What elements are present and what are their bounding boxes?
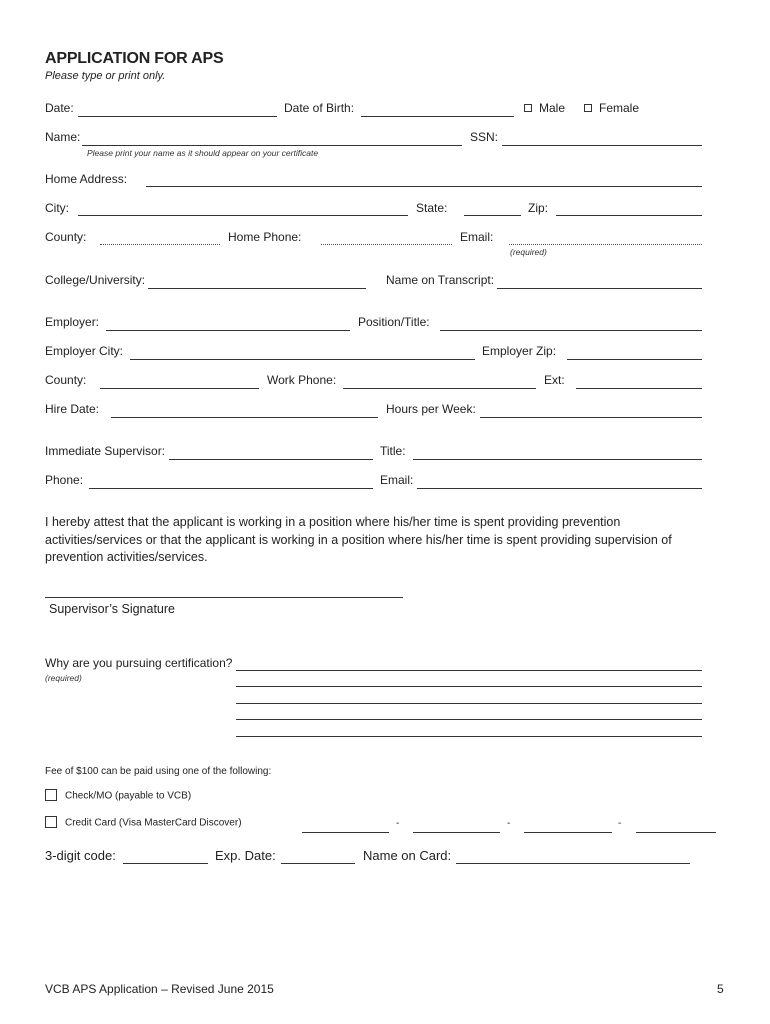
hours-per-week-field[interactable] bbox=[480, 417, 702, 418]
page-title: APPLICATION FOR APS bbox=[45, 50, 224, 67]
work-phone-field[interactable] bbox=[343, 388, 536, 389]
ssn-label: SSN: bbox=[470, 130, 499, 144]
dob-field[interactable] bbox=[361, 116, 514, 117]
supervisor-label: Immediate Supervisor: bbox=[45, 444, 166, 458]
email-label: Email: bbox=[460, 230, 494, 244]
position-title-field[interactable] bbox=[440, 330, 702, 331]
college-label: College/University: bbox=[45, 273, 146, 287]
supervisor-title-field[interactable] bbox=[413, 459, 702, 460]
female-option[interactable] bbox=[584, 101, 639, 115]
employer-field[interactable] bbox=[106, 330, 350, 331]
work-phone-label: Work Phone: bbox=[267, 373, 337, 387]
why-line-4[interactable] bbox=[236, 719, 702, 720]
email-field[interactable] bbox=[509, 244, 702, 245]
card-number-segment-4[interactable] bbox=[636, 832, 716, 833]
supervisor-field[interactable] bbox=[169, 459, 373, 460]
check-option[interactable] bbox=[45, 790, 191, 802]
email-required-note: (required) bbox=[510, 247, 547, 257]
employer-county-label: County: bbox=[45, 373, 87, 387]
card-number-segment-2[interactable] bbox=[413, 832, 500, 833]
why-label: Why are you pursuing certification? bbox=[45, 656, 233, 670]
city-field[interactable] bbox=[78, 215, 408, 216]
why-line-2[interactable] bbox=[236, 686, 702, 687]
card-code-field[interactable] bbox=[123, 863, 208, 864]
supervisor-phone-field[interactable] bbox=[89, 488, 373, 489]
check-option-label: Check/MO (payable to VCB) bbox=[65, 790, 192, 802]
supervisor-email-label: Email: bbox=[380, 473, 414, 487]
hire-date-field[interactable] bbox=[111, 417, 378, 418]
college-field[interactable] bbox=[148, 288, 366, 289]
position-title-label: Position/Title: bbox=[358, 315, 430, 329]
why-required-note: (required) bbox=[45, 673, 82, 683]
supervisor-title-label: Title: bbox=[380, 444, 406, 458]
city-label: City: bbox=[45, 201, 69, 215]
attestation-text: I hereby attest that the applicant is working in a position where his/her time is spent providing prevention activities/services or that the applicant is working in a position where his/her time is spent providing supervision of prevention activities/services. bbox=[45, 515, 672, 564]
name-label: Name: bbox=[45, 130, 81, 144]
card-number-segment-1[interactable] bbox=[302, 832, 389, 833]
female-label: Female bbox=[599, 101, 640, 115]
county-label: County: bbox=[45, 230, 87, 244]
card-option-label: Credit Card (Visa MasterCard Discover) bbox=[65, 817, 242, 829]
male-option[interactable] bbox=[524, 101, 565, 115]
transcript-name-label: Name on Transcript: bbox=[386, 273, 495, 287]
date-field[interactable] bbox=[78, 116, 277, 117]
state-label: State: bbox=[416, 201, 448, 215]
employer-city-field[interactable] bbox=[130, 359, 475, 360]
why-line-1[interactable] bbox=[236, 670, 702, 671]
card-option[interactable] bbox=[45, 817, 242, 829]
page-subtitle: Please type or print only. bbox=[45, 70, 166, 82]
ssn-field[interactable] bbox=[502, 145, 702, 146]
fee-text: Fee of $100 can be paid using one of the following: bbox=[45, 766, 272, 777]
exp-date-field[interactable] bbox=[281, 863, 355, 864]
zip-field[interactable] bbox=[556, 215, 702, 216]
date-label: Date: bbox=[45, 101, 74, 115]
signature-line[interactable] bbox=[45, 597, 403, 598]
ext-field[interactable] bbox=[576, 388, 702, 389]
dob-label: Date of Birth: bbox=[284, 101, 355, 115]
name-field[interactable] bbox=[82, 145, 462, 146]
card-dash-3: - bbox=[618, 818, 622, 829]
transcript-name-field[interactable] bbox=[497, 288, 702, 289]
why-line-3[interactable] bbox=[236, 703, 702, 704]
hours-per-week-label: Hours per Week: bbox=[386, 402, 476, 416]
home-phone-field[interactable] bbox=[321, 244, 452, 245]
footer-text: VCB APS Application – Revised June 2015 bbox=[45, 982, 274, 996]
employer-zip-label: Employer Zip: bbox=[482, 344, 557, 358]
state-field[interactable] bbox=[464, 215, 521, 216]
male-label: Male bbox=[539, 101, 566, 115]
employer-zip-field[interactable] bbox=[567, 359, 702, 360]
name-on-card-field[interactable] bbox=[456, 863, 690, 864]
female-checkbox[interactable] bbox=[584, 104, 592, 112]
card-checkbox[interactable] bbox=[45, 816, 57, 828]
hire-date-label: Hire Date: bbox=[45, 402, 100, 416]
supervisor-phone-label: Phone: bbox=[45, 473, 84, 487]
zip-label: Zip: bbox=[528, 201, 549, 215]
home-phone-label: Home Phone: bbox=[228, 230, 302, 244]
county-field[interactable] bbox=[100, 244, 220, 245]
ext-label: Ext: bbox=[544, 373, 565, 387]
signature-label: Supervisor’s Signature bbox=[49, 602, 175, 616]
check-checkbox[interactable] bbox=[45, 789, 57, 801]
home-address-field[interactable] bbox=[146, 186, 702, 187]
male-checkbox[interactable] bbox=[524, 104, 532, 112]
employer-label: Employer: bbox=[45, 315, 100, 329]
page-number: 5 bbox=[717, 982, 724, 996]
why-line-5[interactable] bbox=[236, 736, 702, 737]
employer-county-field[interactable] bbox=[100, 388, 259, 389]
card-number-segment-3[interactable] bbox=[524, 832, 612, 833]
employer-city-label: Employer City: bbox=[45, 344, 124, 358]
name-note: Please print your name as it should appear on your certificate bbox=[87, 148, 319, 158]
card-dash-2: - bbox=[507, 818, 511, 829]
card-code-label: 3-digit code: bbox=[45, 848, 116, 863]
home-address-label: Home Address: bbox=[45, 172, 128, 186]
exp-date-label: Exp. Date: bbox=[215, 848, 276, 863]
card-dash-1: - bbox=[396, 818, 400, 829]
supervisor-email-field[interactable] bbox=[417, 488, 702, 489]
name-on-card-label: Name on Card: bbox=[363, 848, 452, 863]
